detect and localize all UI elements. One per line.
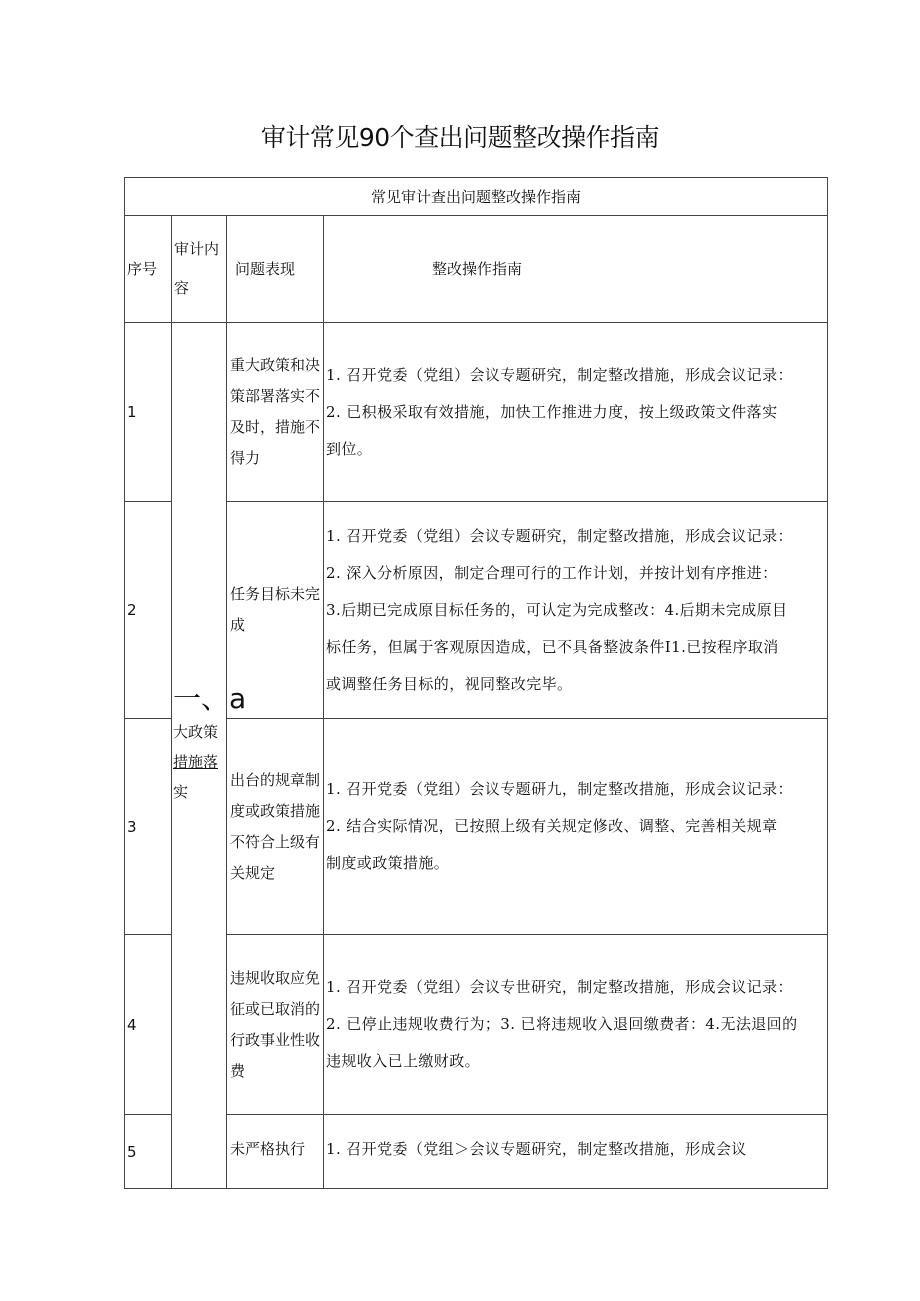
guide-line: 2. 已积极采取有效措施，加快工作推进力度，按上级政策文件落实: [326, 402, 778, 421]
header-no: 序号: [125, 216, 172, 323]
problem-cell: 未严格执行: [227, 1115, 324, 1189]
header-problem: 问题表现: [227, 216, 324, 323]
guide-line: 3.后期已完成原目标任务的，可认定为完成整改：4.后期未完成原目: [326, 600, 788, 619]
guide-line: 1. 召开党委（党组）会议专世研究，制定整改措施，形成会议记录：: [326, 978, 793, 996]
guide-line: 2. 结合实际情况，已按照上级有关规定修改、调整、完善相关规章: [326, 817, 778, 835]
category-line: 大政策: [173, 723, 219, 741]
problem-cell: 出台的规章制度或政策措施不符合上级有关规定: [227, 719, 324, 935]
guide-cell: [324, 1115, 828, 1189]
guide-line: 到位。: [326, 439, 373, 458]
guide-line: 1. 召开党委（党组＞会议专题研究，制定整改措施，形成会议: [326, 1140, 747, 1158]
guide-line: 违规收入已上缴财政。: [326, 1052, 481, 1070]
row-number: 3: [125, 719, 172, 935]
category-line: 一、a: [173, 682, 247, 715]
guide-line: 或调整任务目标的，视同整改完毕。: [326, 674, 573, 693]
row-number: 2: [125, 502, 172, 719]
guide-line: 1. 召开党委（党组）会议专题研九，制定整改措施，形成会议记录：: [326, 780, 793, 798]
problem-cell: 重大政策和决策部署落实不及时，措施不得力: [227, 323, 324, 502]
header-guide: 整改操作指南: [324, 216, 828, 323]
category-cell: [172, 323, 247, 1189]
category-line: 措施落: [173, 753, 219, 771]
problem-cell: 违规收取应免征或已取消的行政事业性收费: [227, 935, 324, 1115]
table-row: [125, 935, 828, 1115]
row-number: 4: [125, 935, 172, 1115]
table-row: [125, 719, 828, 935]
header-category: 审计内容: [172, 216, 227, 323]
guide-line: 1. 召开党委（党组）会议专题研究，制定整改措施，形成会议记录：: [326, 526, 793, 545]
guide-cell: [324, 719, 828, 935]
problem-cell: 任务目标未完成: [227, 502, 324, 719]
guide-cell: [324, 323, 828, 502]
guide-line: 标任务，但属于客观原因造成，已不具备整波条件I1.已按程序取消: [326, 637, 779, 656]
table-row: [125, 1115, 828, 1189]
document-title: 审计常见90个查出问题整改操作指南: [260, 123, 660, 152]
row-number: 5: [125, 1115, 172, 1189]
guide-cell: [324, 935, 828, 1115]
table-row: [125, 323, 828, 502]
guide-line: 1. 召开党委（党组）会议专题研究，制定整改措施，形成会议记录：: [326, 365, 793, 384]
guide-line: 制度或政策措施。: [326, 854, 450, 872]
guide-line: 2. 深入分析原因，制定合理可行的工作计划，并按计划有序推进：: [326, 563, 778, 582]
table-caption: 常见审计查出问题整改操作指南: [125, 178, 828, 216]
row-number: 1: [125, 323, 172, 502]
audit-guide-table: [124, 177, 828, 1189]
guide-line: 2. 已停止违规收费行为；3. 已将违规收入退回缴费者：4.无法退回的: [326, 1015, 798, 1033]
category-line: 实: [173, 783, 189, 801]
guide-cell: [324, 502, 828, 719]
